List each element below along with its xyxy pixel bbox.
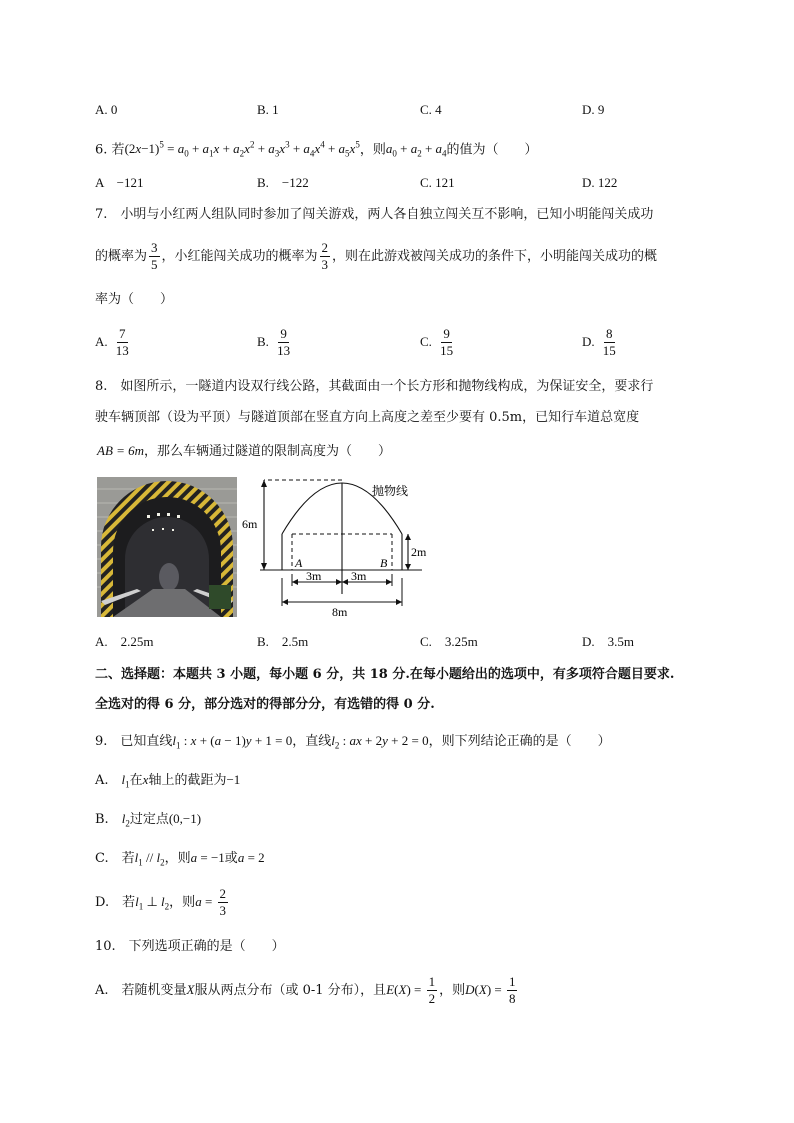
q9-option-d: D. 若$l_1$ ⊥ $l_2$，则a = $\frac{2}{3}$: [95, 886, 227, 918]
point-a-label: A: [295, 556, 303, 570]
q6-number: 6.: [95, 142, 108, 158]
q10-frac-1: [427, 974, 438, 1007]
q10-frac-2: [507, 974, 518, 1007]
q10-frac2-den: 8: [508, 991, 516, 1006]
q5-option-a: A. 0: [95, 102, 118, 117]
q9-option-d-frac: [218, 886, 229, 919]
section-2-heading: 二、选择题：本题共 3 小题，每小题 6 分，共 18 分.在每小题给出的选项中，有多项符合题目要求.: [95, 667, 675, 682]
q7-option-c-den: 15: [440, 343, 454, 358]
half-right-label: 3m: [351, 569, 367, 583]
q9-option-a: A. $l_1$在x轴上的截距为−1: [95, 772, 241, 790]
q10-option-a-text1: 服从两点分布（或 0-1 分布），且: [194, 983, 387, 998]
q7-option-a-den: 13: [115, 343, 129, 358]
q9-option-a-label: A.: [95, 773, 122, 788]
q8-line1: 8. 如图所示，一隧道内设双行线公路，其截面由一个长方形和抛物线构成，为保证安全，要求行: [95, 379, 654, 394]
q8-line3-text: ，那么车辆通过隧道的限制高度为（ ）: [144, 444, 392, 459]
q5-option-d: D. 9: [582, 102, 605, 117]
q7-option-c: [420, 326, 457, 359]
q6-option-c: C. 121: [420, 175, 455, 190]
tunnel-diagram: [240, 470, 440, 620]
q8-line3: [97, 442, 391, 461]
parabola-label: 抛物线: [372, 484, 409, 498]
q8-option-c: C. 3.25m: [420, 634, 478, 649]
q7-option-a-num: 7: [119, 326, 126, 341]
q6-ask: 的值为（ ）: [446, 142, 538, 158]
q6-option-d: D. 122: [582, 175, 618, 190]
q9-option-c-text1: ，则: [164, 851, 191, 866]
q9-option-c-label: C. 若: [95, 851, 135, 866]
q7-line2-c: ，则在此游戏被闯关成功的条件下，小明能闯关成功的概: [332, 249, 658, 264]
q7-line2: [95, 240, 657, 274]
q7-option-b-den: 13: [277, 343, 291, 358]
q7-line1: 7. 小明与小红两人组队同时参加了闯关游戏，两人各自独立闯关互不影响，已知小明能闯关成功: [95, 207, 654, 222]
q7-line2-a: 的概率为: [95, 249, 148, 264]
q9-line-l2: $l_2$ : ax + 2y + 2 = 0: [331, 733, 429, 751]
tunnel-photo: [97, 477, 237, 617]
q9-option-a-text2: 轴上的截距为: [148, 773, 227, 788]
q7-option-a-frac: [114, 326, 131, 359]
section-2-scoring: 全选对的得 6 分，部分选对的得部分分，有选错的得 0 分.: [95, 697, 435, 712]
q9-option-b: B. $l_2$过定点(0,−1): [95, 811, 202, 829]
q7-option-a-label: A.: [95, 334, 108, 349]
q9-option-b-point: (0,−1): [168, 811, 202, 826]
q8-option-a: A. 2.25m: [95, 634, 154, 649]
q7-option-b: [257, 326, 294, 359]
q8-option-d: D. 3.5m: [582, 634, 635, 649]
q7-option-d-label: D.: [582, 334, 595, 349]
q9-option-b-text: 过定点: [129, 812, 169, 827]
q9-option-a-value: −1: [226, 772, 241, 787]
q6-sum: $a_0 + a_2 + a_4$: [385, 141, 447, 159]
q8-line2: 驶车辆顶部（设为平顶）与隧道顶部在竖直方向上高度之差至少要有 0.5m，已知行车道总宽度: [95, 410, 640, 425]
q7-option-b-label: B.: [257, 334, 269, 349]
q10-frac1-num: 1: [428, 974, 436, 989]
q9-option-b-label: B.: [95, 812, 122, 827]
q6-expansion: $(2x-1)^5 = a_0 + a_1x + a_2x^2 + a_3x^3 + a_4x^4 + a_5x^5$: [124, 140, 360, 159]
q7-option-c-frac: [438, 326, 455, 359]
q9-stem-b: ，直线: [292, 734, 332, 749]
height-label: 6m: [242, 517, 258, 531]
q9-option-c-text2: 或: [224, 851, 238, 866]
q5-option-c: C. 4: [420, 102, 442, 117]
q7-option-c-label: C.: [420, 334, 432, 349]
q6-option-b: B. −122: [257, 175, 309, 190]
q7-line3: 率为（ ）: [95, 292, 174, 307]
q7-fraction-1: [149, 240, 160, 273]
q10-option-a: A. 若随机变量X服从两点分布（或 0-1 分布），且E(X) = $\frac{1}{2}$ ，则D(X) = $\frac{1}{8}$: [95, 974, 516, 1006]
q7-option-a: [95, 326, 133, 359]
q7-frac1-num: 3: [151, 240, 158, 255]
q9-option-d-label: D. 若: [95, 895, 136, 910]
q10-option-a-text2: ，则: [439, 983, 466, 998]
q9-line-l1: $l_1$ : x + (a − 1)y + 1 = 0: [172, 733, 293, 751]
q7-option-b-frac: [275, 326, 292, 359]
q7-option-d-frac: [601, 326, 618, 359]
q8-ab-equation: AB = 6m: [97, 443, 145, 458]
q7-option-d-den: 15: [602, 343, 616, 358]
q10-stem: 10. 下列选项正确的是（ ）: [95, 939, 285, 954]
q9-option-c: C. 若$l_1 // l_2$，则a = −1或a = 2: [95, 850, 265, 868]
q5-option-b: B. 1: [257, 102, 279, 117]
side-label: 2m: [411, 545, 427, 559]
point-b-label: B: [380, 556, 388, 570]
total-width-label: 8m: [332, 605, 348, 619]
q6-tail: ，则: [359, 142, 386, 158]
q9-stem: [95, 732, 611, 755]
q9-option-d-text: ，则: [169, 895, 196, 910]
q9-stem-a: 9. 已知直线: [95, 734, 173, 749]
q7-frac1-den: 5: [151, 257, 158, 272]
q8-option-b: B. 2.5m: [257, 634, 309, 649]
q7-option-b-num: 9: [280, 326, 287, 341]
q7-line2-b: ，小红能闯关成功的概率为: [161, 249, 318, 264]
q7-option-c-num: 9: [443, 326, 450, 341]
q9-option-d-num: 2: [219, 886, 227, 901]
q10-frac1-den: 2: [428, 991, 436, 1006]
q10-frac2-num: 1: [508, 974, 516, 989]
q6-stem: [95, 136, 538, 163]
half-left-label: 3m: [306, 569, 322, 583]
q9-stem-c: ，则下列结论正确的是（ ）: [428, 734, 611, 749]
q10-option-a-label: A. 若随机变量: [95, 983, 187, 998]
q6-option-a: A −121: [95, 175, 144, 190]
q7-frac2-den: 3: [321, 257, 329, 272]
q9-option-a-text1: 在: [129, 773, 143, 788]
q7-frac2-num: 2: [321, 240, 329, 255]
q7-fraction-2: [320, 240, 331, 273]
q9-option-d-den: 3: [219, 903, 227, 918]
q6-prefix: 若: [111, 142, 125, 158]
q7-option-d-num: 8: [606, 326, 613, 341]
q7-option-d: [582, 326, 620, 359]
